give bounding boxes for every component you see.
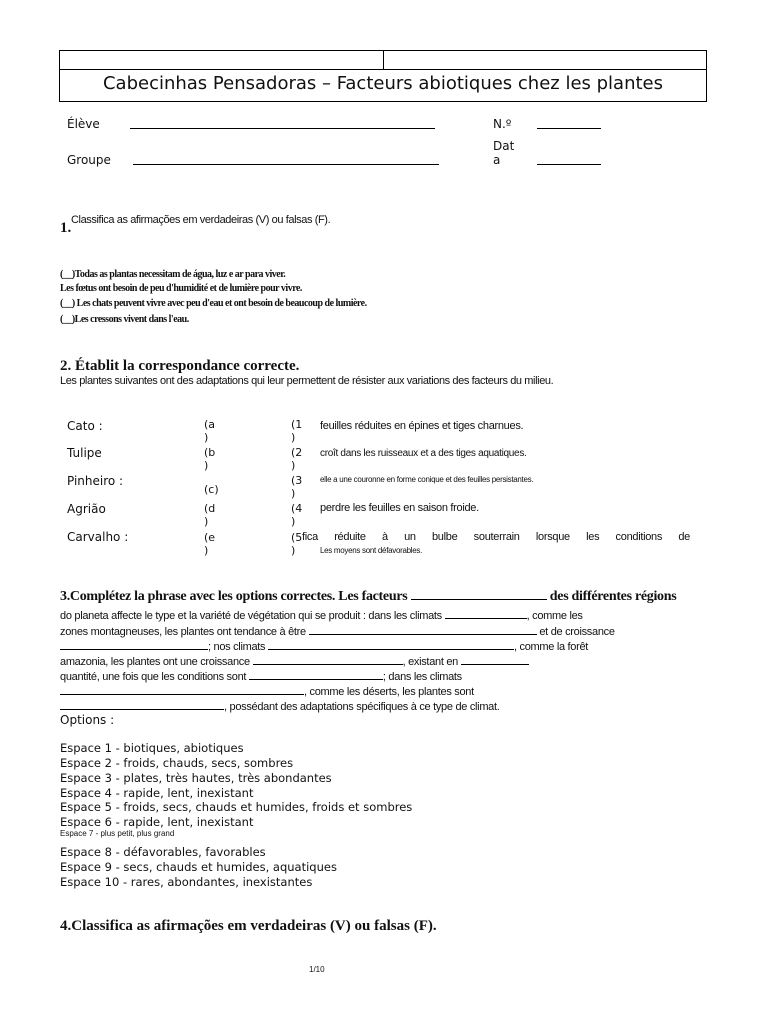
groupe-field[interactable] — [133, 164, 439, 165]
q1-instruction: Classifica as afirmações em verdadeiras (V) ou falsas (F). — [71, 214, 331, 226]
definition-4: perdre les feuilles en saison froide. — [320, 502, 479, 514]
plant-cato: Cato : — [67, 419, 103, 433]
data-field[interactable] — [537, 164, 601, 165]
q1-statement-2: Les fœtus ont besoin de peu d'humidité et de lumière pour vivre. — [60, 283, 302, 294]
q3-line-5: quantité, une fois que les conditions sont ; dans les climats — [60, 671, 462, 683]
q1-statement-3: (__) Les chats peuvent vivre avec peu d'eau et ont besoin de beaucoup de lumière. — [60, 298, 367, 309]
option-2: Espace 2 - froids, chauds, secs, sombres — [60, 756, 294, 770]
plant-carvalho: Carvalho : — [67, 530, 129, 544]
definition-3: elle a une couronne en forme conique et des feuilles persistantes. — [320, 475, 534, 484]
q2-title: 2. Établit la correspondance correcte. — [60, 358, 300, 374]
definition-5: fica réduite à un bulbe souterrain lorsque les conditions de — [302, 531, 690, 543]
numero-label: N.º — [493, 117, 512, 131]
option-5: Espace 5 - froids, secs, chauds et humides, froids et sombres — [60, 800, 413, 814]
option-4: Espace 4 - rapide, lent, inexistant — [60, 786, 254, 800]
number-5: (5 ) — [291, 531, 303, 557]
plant-pinheiro: Pinheiro : — [67, 474, 124, 488]
numero-field[interactable] — [537, 128, 601, 129]
number-3: (3 ) — [291, 474, 303, 500]
q3-line-7: , possédant des adaptations spécifiques à ce type de climat. — [60, 699, 500, 713]
letter-a: (a ) — [204, 418, 216, 444]
q3-line-2: zones montagneuses, les plantes ont tendance à être et de croissance — [60, 626, 615, 638]
option-3: Espace 3 - plates, très hautes, très abondantes — [60, 771, 332, 785]
letter-e: (e ) — [204, 531, 216, 557]
q1-number: 1. — [60, 220, 72, 236]
q2-intro: Les plantes suivantes ont des adaptations qui leur permettent de résister aux variations des facteurs du milieu. — [60, 375, 554, 387]
q3-options-label: Options : — [60, 713, 115, 727]
q3-line-4: amazonia, les plantes ont une croissance , existant en — [60, 654, 529, 668]
page-number: 1/10 — [309, 965, 325, 974]
definition-1: feuilles réduites en épines et tiges charnues. — [320, 420, 524, 432]
q3-line-3: ; nos climats , comme la forêt — [60, 639, 588, 653]
header-divider — [383, 51, 384, 69]
letter-d: (d ) — [204, 502, 216, 528]
letter-c: (c) — [204, 483, 219, 496]
page-title: Cabecinhas Pensadoras – Facteurs abiotiques chez les plantes — [102, 73, 664, 94]
header-box — [59, 50, 707, 102]
q1-statement-4: (__)Les cressons vivent dans l'eau. — [60, 314, 189, 325]
definition-5-line2: Les moyens sont défavorables. — [320, 546, 423, 555]
eleve-label: Élève — [67, 117, 100, 131]
q3-line-1: do planeta affecte le type et la variété de végétation qui se produit : dans les climats , comme les — [60, 610, 583, 622]
option-9: Espace 9 - secs, chauds et humides, aquatiques — [60, 860, 337, 874]
groupe-label: Groupe — [67, 153, 111, 167]
data-label-part2: a — [493, 153, 501, 167]
option-7: Espace 7 - plus petit, plus grand — [60, 829, 175, 838]
number-4: (4 ) — [291, 502, 303, 528]
data-label-part1: Dat — [493, 139, 515, 153]
number-1: (1 ) — [291, 418, 303, 444]
letter-b: (b ) — [204, 446, 216, 472]
option-10: Espace 10 - rares, abondantes, inexistantes — [60, 875, 313, 889]
q1-statement-1: (__)Todas as plantas necessitam de água, luz e ar para viver. — [60, 269, 286, 280]
q3-line-6: , comme les déserts, les plantes sont — [60, 684, 474, 698]
option-8: Espace 8 - défavorables, favorables — [60, 845, 266, 859]
option-1: Espace 1 - biotiques, abiotiques — [60, 741, 244, 755]
number-2: (2 ) — [291, 446, 303, 472]
eleve-field[interactable] — [130, 128, 435, 129]
option-6: Espace 6 - rapide, lent, inexistant — [60, 815, 254, 829]
plant-agriao: Agrião — [67, 502, 106, 516]
definition-2: croît dans les ruisseaux et a des tiges aquatiques. — [320, 448, 527, 459]
q3-title: 3.Complétez la phrase avec les options correctes. Les facteurs des différentes régions — [60, 589, 677, 604]
q4-title: 4.Classifica as afirmações em verdadeiras (V) ou falsas (F). — [60, 918, 437, 934]
plant-tulipe: Tulipe — [67, 446, 102, 460]
